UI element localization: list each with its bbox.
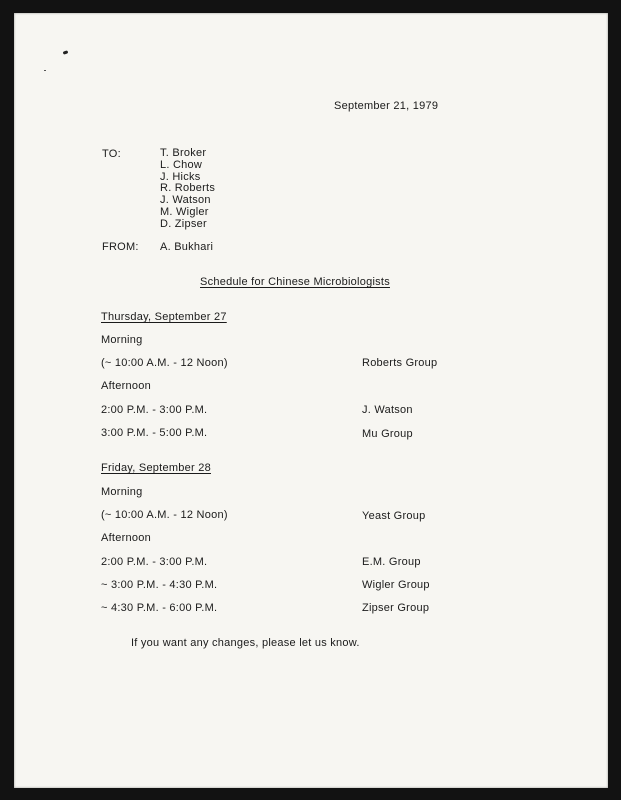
afternoon-label: Afternoon [101,380,151,392]
from-label: FROM: [102,241,139,253]
recipient-list [160,148,215,231]
afternoon-group: J. Watson [362,404,413,416]
morning-label: Morning [101,486,143,498]
morning-group: Yeast Group [362,510,426,522]
morning-label: Morning [101,334,143,346]
afternoon-group: Zipser Group [362,602,430,614]
from-name: A. Bukhari [160,241,214,253]
recipient: D. Zipser [160,217,207,230]
afternoon-group: Mu Group [362,428,413,440]
ink-speck [44,70,46,71]
schedule-title: Schedule for Chinese Microbiologists [200,276,390,288]
afternoon-group: Wigler Group [362,579,430,591]
memo-date: September 21, 1979 [334,100,439,112]
recipient: J. Hicks [160,170,201,183]
closing-note: If you want any changes, please let us know. [131,637,360,649]
afternoon-time: 2:00 P.M. - 3:00 P.M. [101,556,208,568]
afternoon-label: Afternoon [101,532,151,544]
recipient: L. Chow [160,158,203,171]
to-label: TO: [102,148,121,160]
afternoon-time: ~ 4:30 P.M. - 6:00 P.M. [101,602,218,614]
ink-spot [63,50,69,55]
morning-time: (~ 10:00 A.M. - 12 Noon) [101,509,228,521]
afternoon-time: 2:00 P.M. - 3:00 P.M. [101,404,208,416]
morning-group: Roberts Group [362,357,438,369]
recipient: J. Watson [160,194,211,207]
afternoon-group: E.M. Group [362,556,421,568]
morning-time: (~ 10:00 A.M. - 12 Noon) [101,357,228,369]
recipient: T. Broker [160,147,207,159]
recipient: R. Roberts [160,182,216,195]
day-heading-thursday: Thursday, September 27 [101,311,227,323]
recipient: M. Wigler [160,205,209,218]
afternoon-time: 3:00 P.M. - 5:00 P.M. [101,427,208,439]
afternoon-time: ~ 3:00 P.M. - 4:30 P.M. [101,579,218,591]
day-heading-friday: Friday, September 28 [101,462,211,474]
